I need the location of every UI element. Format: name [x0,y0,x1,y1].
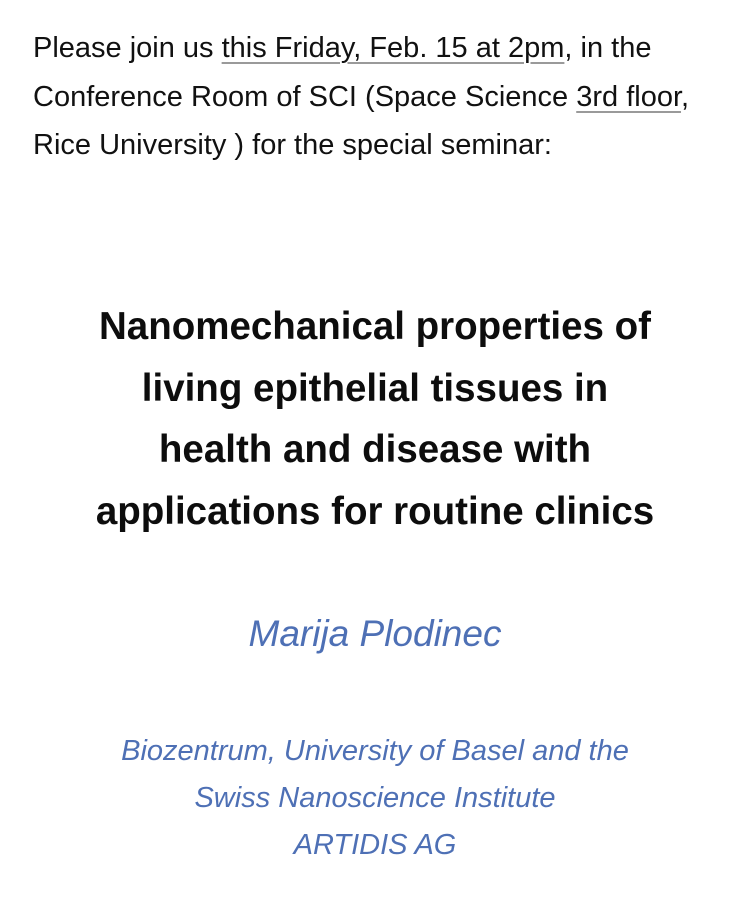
intro-text-part2: , in the Conference Room of SCI (Space Science [33,32,652,113]
intro-text-part3: , Rice University ) for the special seminar: [33,80,690,161]
seminar-title-line: applications for routine clinics [95,489,655,533]
seminar-title [0,296,750,542]
seminar-title-line: health and disease with [158,428,592,471]
seminar-title-line: Nanomechanical properties of [99,305,651,348]
intro-text-part1: Please join us [33,32,222,64]
speaker-name: Marija Plodinec [248,613,502,654]
speaker-affiliation [0,728,750,869]
seminar-title-line: living epithelial tissues in [141,366,609,410]
date-time-link[interactable]: this Friday, Feb. 15 at 2pm [221,32,565,64]
affiliation-line: ARTIDIS AG [293,829,457,861]
affiliation-line: Swiss Nanoscience Institute [194,782,556,814]
floor-link[interactable]: 3rd floor [576,80,682,113]
seminar-invitation-text [33,24,723,170]
affiliation-line: Biozentrum, University of Basel and the [121,735,629,767]
